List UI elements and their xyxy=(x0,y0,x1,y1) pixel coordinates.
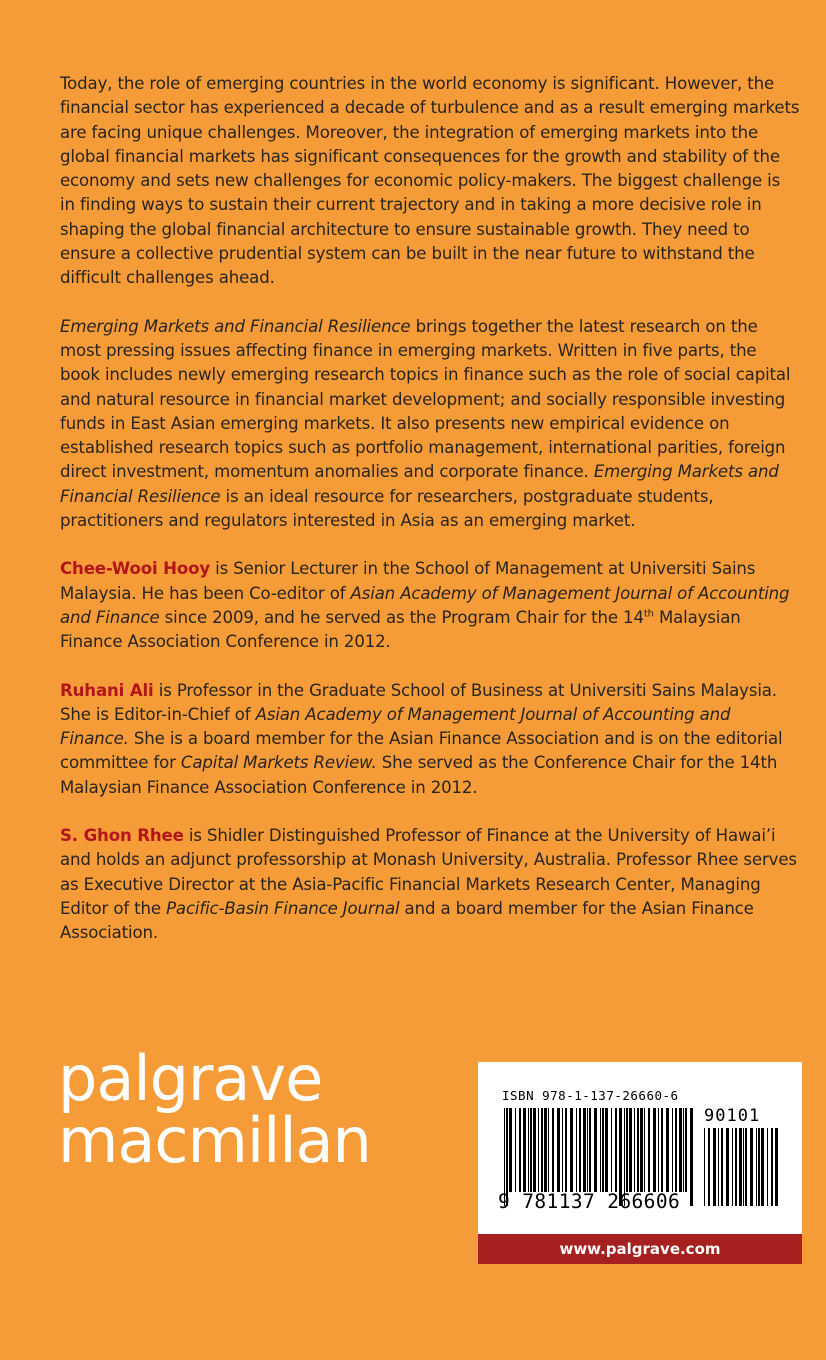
blurb-text: Today, the role of emerging countries in the world economy is significant. However, the financial sector has experienced a decade of turbulence and as a result emerging markets are facing unique challenges. Moreover, the integration of emerging markets into the global financial markets has significant consequences for the growth and stability of the economy and sets new challenges for economic policy-makers. The biggest challenge is in finding ways to sustain their current trajectory and in taking a more decisive role in shaping the global financial architecture to ensure sustainable growth. They need to ensure a collective prudential system can be built in the near future to withstand the difficult challenges ahead. xyxy=(60,74,800,288)
bio-text: is Senior Lecturer in the School of Management at Universiti Sains Malaysia. He has been Co-editor of xyxy=(60,559,756,603)
barcode-bar xyxy=(771,1128,773,1206)
barcode-bar xyxy=(648,1108,650,1192)
bio-text: She is a board member for the Asian Finance Association and is on the editorial committee for xyxy=(60,729,783,773)
barcode-bar xyxy=(523,1108,526,1192)
barcode-bar xyxy=(721,1128,723,1206)
journal-title: Asian Academy of Management Journal of Accounting and Finance xyxy=(60,583,790,627)
barcode-bar xyxy=(519,1108,521,1192)
barcode-bar xyxy=(758,1128,760,1206)
barcode-bar xyxy=(685,1108,687,1192)
barcode-panel xyxy=(478,1062,802,1264)
barcode-bar xyxy=(640,1108,643,1192)
barcode-bar xyxy=(557,1108,560,1192)
barcode-bar xyxy=(544,1108,547,1192)
barcode-bar xyxy=(690,1108,693,1206)
barcode-bar xyxy=(562,1108,563,1192)
blurb-text: is an ideal resource for researchers, postgraduate students, practitioners and regulators interested in Asia as an emerging market. xyxy=(60,486,714,531)
barcode-digits: 9 781137 266606 xyxy=(498,1190,681,1213)
price-addon-digits: 90101 xyxy=(704,1106,761,1126)
barcode-bar xyxy=(583,1108,586,1192)
barcode-bar xyxy=(775,1128,778,1206)
barcode-bar xyxy=(761,1128,764,1206)
barcode-bar xyxy=(587,1108,588,1192)
barcode-bar xyxy=(570,1108,573,1192)
back-cover-text xyxy=(60,72,800,970)
ordinal-suffix: th xyxy=(643,608,654,620)
barcode-bar xyxy=(683,1108,684,1192)
blurb-paragraph-2 xyxy=(60,315,800,534)
logo-line-palgrave: palgrave xyxy=(58,1042,323,1115)
barcode-bar xyxy=(661,1108,663,1192)
bio-text: since 2009, and he served as the Program Chair for the 14 xyxy=(159,607,644,627)
barcode-bar xyxy=(672,1108,673,1192)
barcode-bar xyxy=(589,1108,591,1192)
barcode-bar xyxy=(533,1108,536,1192)
isbn-label: ISBN 978-1-137-26660-6 xyxy=(502,1088,679,1103)
author-bio-hooy xyxy=(60,557,800,654)
publisher-logo xyxy=(58,1042,371,1177)
barcode-bar xyxy=(530,1108,532,1192)
barcode-bar xyxy=(594,1108,597,1192)
barcode-bar xyxy=(675,1108,677,1192)
journal-title: Pacific-Basin Finance Journal xyxy=(166,898,400,918)
barcode-bar xyxy=(718,1128,719,1206)
barcode-bar xyxy=(732,1128,733,1206)
barcode-bar xyxy=(611,1108,612,1192)
barcode-bar xyxy=(602,1108,604,1192)
barcode-bar xyxy=(726,1128,729,1206)
barcode-bar xyxy=(515,1108,516,1192)
barcode-bar xyxy=(634,1108,635,1192)
book-title: Emerging Markets and Financial Resilience xyxy=(60,462,779,506)
barcode-bar xyxy=(653,1108,656,1192)
barcode-bar xyxy=(605,1108,608,1192)
barcode-bar xyxy=(629,1108,632,1192)
barcode-bar xyxy=(600,1108,601,1192)
barcode-bar xyxy=(528,1108,529,1192)
book-title: Emerging Markets and Financial Resilience xyxy=(60,316,411,336)
journal-title: Capital Markets Review. xyxy=(180,753,377,773)
barcode-bar xyxy=(658,1108,659,1192)
barcode-bar xyxy=(743,1128,744,1206)
addon-barcode xyxy=(704,1128,782,1206)
bio-text: and a board member for the Asian Finance Association. xyxy=(60,898,754,943)
barcode-bar xyxy=(644,1108,645,1192)
author-bio-rhee xyxy=(60,824,800,945)
barcode-bar xyxy=(679,1108,682,1192)
bio-text: is Shidler Distinguished Professor of Finance at the University of Hawai’i and holds an adjunct professorship at Monash University, Australia. Professor Rhee serves as Executive Director at the Asia-Pacific Financial Markets Research Center, Managing Editor of the xyxy=(60,826,797,918)
barcode-bar xyxy=(708,1128,710,1206)
barcode-bar xyxy=(576,1108,577,1192)
barcode-bar xyxy=(541,1108,543,1192)
barcode-bar xyxy=(548,1108,549,1192)
barcode-bar xyxy=(579,1108,581,1192)
journal-title: Asian Academy of Management Journal of Accounting and Finance. xyxy=(60,704,731,749)
bio-text: Malaysian Finance Association Conference in 2012. xyxy=(60,607,741,652)
author-name: Chee-Wooi Hooy xyxy=(60,559,211,579)
logo-line-macmillan: macmillan xyxy=(58,1104,371,1177)
barcode-bar xyxy=(626,1108,628,1192)
barcode-bar xyxy=(637,1108,639,1192)
barcode-bar xyxy=(756,1128,757,1206)
barcode-bar xyxy=(666,1108,669,1192)
barcode-bar xyxy=(552,1108,554,1192)
bio-text: is Professor in the Graduate School of Business at Universiti Sains Malaysia. She is Editor-in-Chief of xyxy=(60,680,777,724)
barcode-bar xyxy=(713,1128,716,1206)
barcode-bar xyxy=(739,1128,742,1206)
barcode-bar xyxy=(745,1128,747,1206)
blurb-paragraph-1 xyxy=(60,72,800,291)
barcode-bar xyxy=(735,1128,737,1206)
barcode-bar xyxy=(509,1108,512,1192)
barcode-bar xyxy=(704,1128,705,1206)
publisher-url: www.palgrave.com xyxy=(478,1234,802,1264)
author-name: S. Ghon Rhee xyxy=(60,826,184,846)
barcode-bar xyxy=(538,1108,539,1192)
barcode-bar xyxy=(615,1108,617,1192)
blurb-text: brings together the latest research on the most pressing issues affecting finance in emerging markets. Written in five parts, the book includes newly emerging research topics in finance such as the role of social capital and natural resource in financial market development; and socially responsible investing funds in East Asian emerging markets. It also presents new empirical evidence on established research topics such as portfolio management, international parities, foreign direct investment, momentum anomalies and corporate finance. xyxy=(60,316,791,482)
bio-text: She served as the Conference Chair for the 14th Malaysian Finance Association Conference in 2012. xyxy=(60,753,778,797)
barcode-bar xyxy=(565,1108,567,1192)
barcode-bar xyxy=(767,1128,768,1206)
author-name: Ruhani Ali xyxy=(60,680,154,700)
author-bio-ali xyxy=(60,679,800,800)
barcode-bar xyxy=(750,1128,753,1206)
